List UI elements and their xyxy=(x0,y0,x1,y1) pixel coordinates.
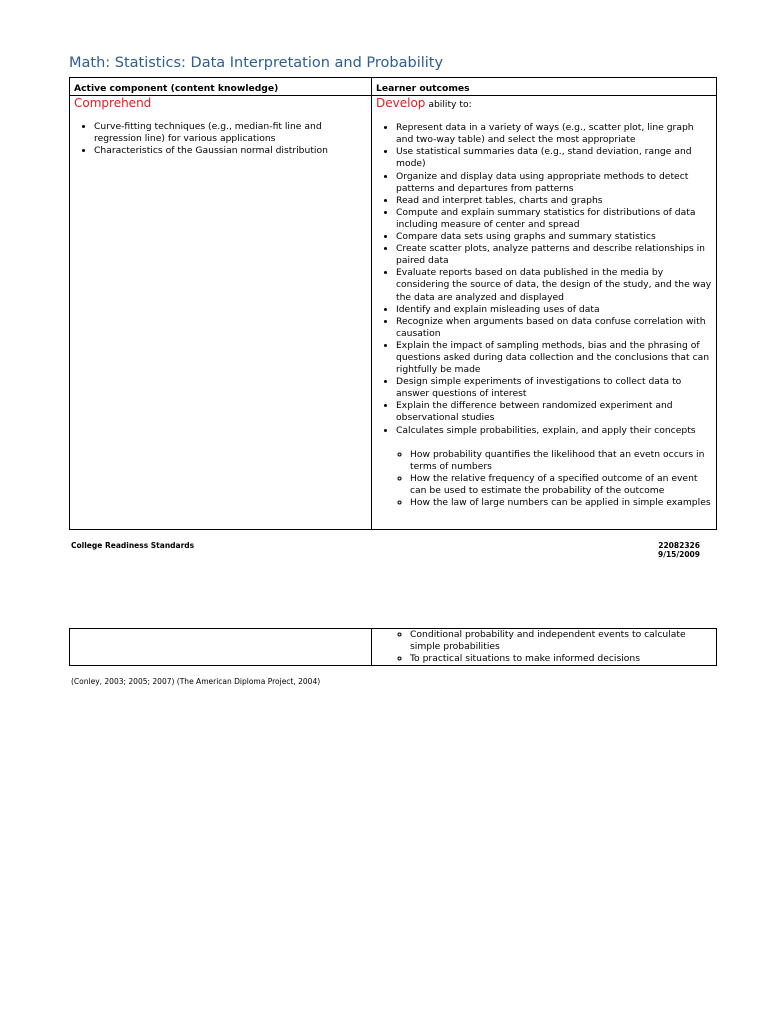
list-item: • Curve-fitting techniques (e.g., median-fit line and regression line) for various applications xyxy=(94,121,367,145)
comprehend-heading: Comprehend xyxy=(74,96,152,111)
citation: (Conley, 2003; 2005; 2007) (The American Diploma Project, 2004) xyxy=(71,677,321,686)
sub-list-item: ◦ How the relative frequency of a specified outcome of an event can be used to estimate the probability of the outcome xyxy=(410,473,712,497)
sub-list-item: ◦ To practical situations to make informed decisions xyxy=(410,653,712,665)
develop-heading: Develop xyxy=(376,96,426,111)
footer-meta xyxy=(640,541,700,559)
col2-cell xyxy=(372,96,717,530)
ability-to-label: ability to: xyxy=(425,99,472,111)
cont-sublist xyxy=(376,629,712,665)
list-item: • Evaluate reports based on data published in the media by considering the source of data, the design of the study, and the way the data are analyzed and displayed xyxy=(396,267,712,303)
sub-list-item: ◦ How probability quantifies the likelihood that an evetn occurs in terms of numbers xyxy=(410,449,712,473)
list-item: • Create scatter plots, analyze patterns and describe relationships in paired data xyxy=(396,243,712,267)
col2-list xyxy=(376,122,712,436)
list-item: • Calculates simple probabilities, explain, and apply their concepts xyxy=(396,425,712,437)
list-item: • Represent data in a variety of ways (e.g., scatter plot, line graph and two-way table) and select the most appropriate xyxy=(396,122,712,146)
col1-cell xyxy=(70,96,372,530)
footer-date: 9/15/2009 xyxy=(657,550,700,559)
list-item: • Use statistical summaries data (e.g., stand deviation, range and mode) xyxy=(396,146,712,170)
list-item: • Compute and explain summary statistics for distributions of data including measure of center and spread xyxy=(396,207,712,231)
page-title: Math: Statistics: Data Interpretation and Probability xyxy=(69,55,444,71)
list-item: • Explain the difference between randomized experiment and observational studies xyxy=(396,400,712,424)
list-item: • Organize and display data using appropriate methods to detect patterns and departures from patterns xyxy=(396,171,712,195)
list-item: • Recognize when arguments based on data confuse correlation with causation xyxy=(396,316,712,340)
list-item: • Read and interpret tables, charts and graphs xyxy=(396,195,712,207)
list-item: • Identify and explain misleading uses of data xyxy=(396,304,712,316)
col1-list xyxy=(74,121,367,157)
list-item: • Characteristics of the Gaussian normal distribution xyxy=(94,145,367,157)
standards-table xyxy=(69,77,717,530)
col2-header: Learner outcomes xyxy=(372,78,717,96)
sub-list-item: ◦ Conditional probability and independent events to calculate simple probabilities xyxy=(410,629,712,653)
sub-list-item: ◦ How the law of large numbers can be applied in simple examples xyxy=(410,497,712,509)
footer-label: College Readiness Standards xyxy=(71,541,195,550)
col1-header: Active component (content knowledge) xyxy=(70,78,372,96)
footer-id: 22082326 xyxy=(658,541,700,550)
col1-cont-cell xyxy=(70,629,372,666)
list-item: • Compare data sets using graphs and summary statistics xyxy=(396,231,712,243)
list-item: • Explain the impact of sampling methods, bias and the phrasing of questions asked during data collection and the conclusions that can rightfully be made xyxy=(396,340,712,376)
col2-cont-cell xyxy=(372,629,717,666)
list-item: • Design simple experiments of investigations to collect data to answer questions of interest xyxy=(396,376,712,400)
continuation-table xyxy=(69,628,717,666)
col2-sublist xyxy=(376,449,712,509)
